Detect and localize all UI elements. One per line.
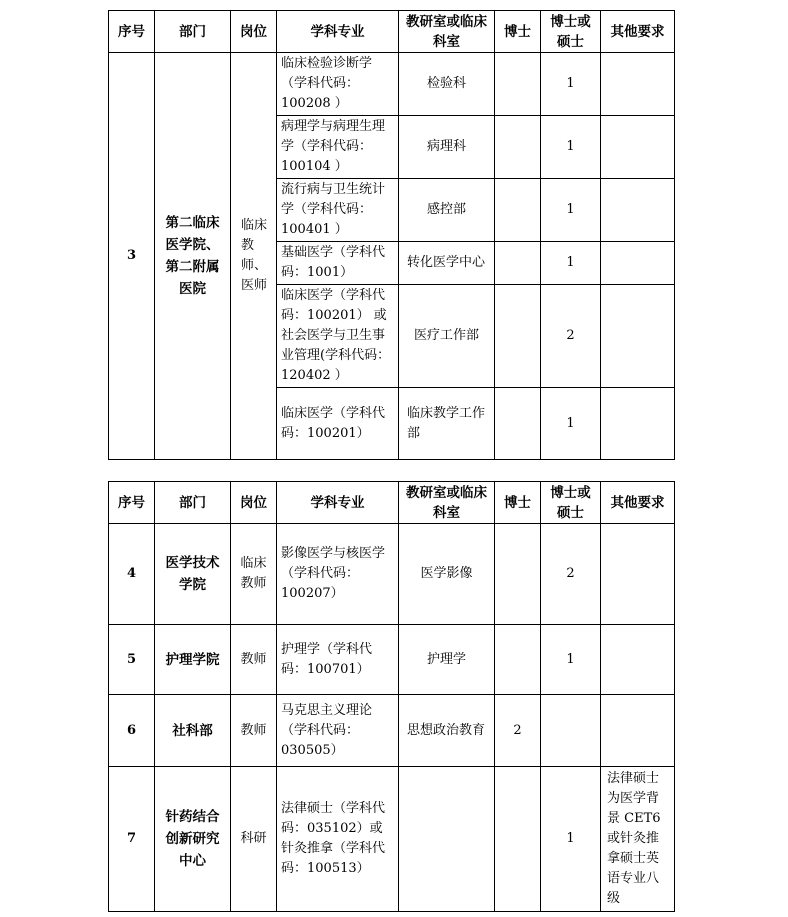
row-lab: 医学影像 xyxy=(399,524,495,625)
header-lab: 教研室或临床科室 xyxy=(399,11,495,53)
row-lab: 思想政治教育 xyxy=(399,695,495,767)
row-other xyxy=(601,625,675,695)
row-subject: 临床医学（学科代码：100201） xyxy=(277,388,399,460)
row-subject: 影像医学与核医学（学科代码：100207） xyxy=(277,524,399,625)
row-phd-or-master xyxy=(541,695,601,767)
row-subject: 病理学与病理生理学（学科代码：100104 ） xyxy=(277,116,399,179)
row-other xyxy=(601,53,675,116)
row-position: 教师 xyxy=(231,695,277,767)
row-phd xyxy=(495,388,541,460)
row-index: 6 xyxy=(109,695,155,767)
row-position: 临床教师 xyxy=(231,524,277,625)
header-row xyxy=(109,482,675,524)
header-subject: 学科专业 xyxy=(277,482,399,524)
header-position: 岗位 xyxy=(231,482,277,524)
header-department: 部门 xyxy=(155,11,231,53)
row-other xyxy=(601,524,675,625)
row-subject: 临床医学（学科代码：100201） 或社会医学与卫生事业管理(学科代码：120402 ） xyxy=(277,285,399,388)
table-row xyxy=(109,625,675,695)
header-lab: 教研室或临床科室 xyxy=(399,482,495,524)
row-phd-or-master: 1 xyxy=(541,242,601,285)
row-phd xyxy=(495,116,541,179)
row-department: 护理学院 xyxy=(155,625,231,695)
recruitment-table-1 xyxy=(108,10,675,460)
header-phd-or-master: 博士或硕士 xyxy=(541,482,601,524)
header-other: 其他要求 xyxy=(601,11,675,53)
row-position: 临床教师、医师 xyxy=(231,53,277,460)
row-phd-or-master: 1 xyxy=(541,179,601,242)
row-subject: 临床检验诊断学（学科代码：100208 ） xyxy=(277,53,399,116)
row-phd-or-master: 2 xyxy=(541,285,601,388)
row-subject: 护理学（学科代码：100701） xyxy=(277,625,399,695)
header-department: 部门 xyxy=(155,482,231,524)
row-other xyxy=(601,179,675,242)
table-row xyxy=(109,524,675,625)
header-row xyxy=(109,11,675,53)
header-position: 岗位 xyxy=(231,11,277,53)
row-department: 第二临床医学院、第二附属医院 xyxy=(155,53,231,460)
row-position: 科研 xyxy=(231,767,277,912)
row-phd-or-master: 1 xyxy=(541,767,601,912)
row-other xyxy=(601,285,675,388)
header-phd: 博士 xyxy=(495,482,541,524)
row-phd-or-master: 2 xyxy=(541,524,601,625)
table-row xyxy=(109,695,675,767)
row-phd-or-master: 1 xyxy=(541,53,601,116)
row-other: 法律硕士为医学背景 CET6 或针灸推拿硕士英语专业八级 xyxy=(601,767,675,912)
row-phd xyxy=(495,524,541,625)
recruitment-table-2 xyxy=(108,481,675,912)
header-index: 序号 xyxy=(109,11,155,53)
row-lab: 转化医学中心 xyxy=(399,242,495,285)
row-subject: 流行病与卫生统计学（学科代码：100401 ） xyxy=(277,179,399,242)
row-phd-or-master: 1 xyxy=(541,116,601,179)
row-other xyxy=(601,242,675,285)
header-other: 其他要求 xyxy=(601,482,675,524)
row-subject: 马克思主义理论（学科代码：030505） xyxy=(277,695,399,767)
row-phd xyxy=(495,767,541,912)
row-position: 教师 xyxy=(231,625,277,695)
row-other xyxy=(601,116,675,179)
row-other xyxy=(601,388,675,460)
row-lab: 临床教学工作部 xyxy=(399,388,495,460)
row-index: 4 xyxy=(109,524,155,625)
header-phd-or-master: 博士或硕士 xyxy=(541,11,601,53)
row-index: 3 xyxy=(109,53,155,460)
table-row xyxy=(109,53,675,116)
row-subject: 法律硕士（学科代码：035102）或针灸推拿（学科代码：100513） xyxy=(277,767,399,912)
row-index: 7 xyxy=(109,767,155,912)
row-lab: 感控部 xyxy=(399,179,495,242)
table-row xyxy=(109,767,675,912)
row-department: 医学技术学院 xyxy=(155,524,231,625)
row-department: 社科部 xyxy=(155,695,231,767)
row-lab: 医疗工作部 xyxy=(399,285,495,388)
header-subject: 学科专业 xyxy=(277,11,399,53)
row-lab: 检验科 xyxy=(399,53,495,116)
row-lab: 护理学 xyxy=(399,625,495,695)
header-phd: 博士 xyxy=(495,11,541,53)
row-lab xyxy=(399,767,495,912)
row-lab: 病理科 xyxy=(399,116,495,179)
row-other xyxy=(601,695,675,767)
row-subject: 基础医学（学科代码：1001） xyxy=(277,242,399,285)
row-phd-or-master: 1 xyxy=(541,388,601,460)
row-phd xyxy=(495,625,541,695)
row-phd xyxy=(495,53,541,116)
row-phd xyxy=(495,285,541,388)
row-index: 5 xyxy=(109,625,155,695)
row-phd-or-master: 1 xyxy=(541,625,601,695)
header-index: 序号 xyxy=(109,482,155,524)
row-phd: 2 xyxy=(495,695,541,767)
row-phd xyxy=(495,179,541,242)
row-phd xyxy=(495,242,541,285)
row-department: 针药结合创新研究中心 xyxy=(155,767,231,912)
